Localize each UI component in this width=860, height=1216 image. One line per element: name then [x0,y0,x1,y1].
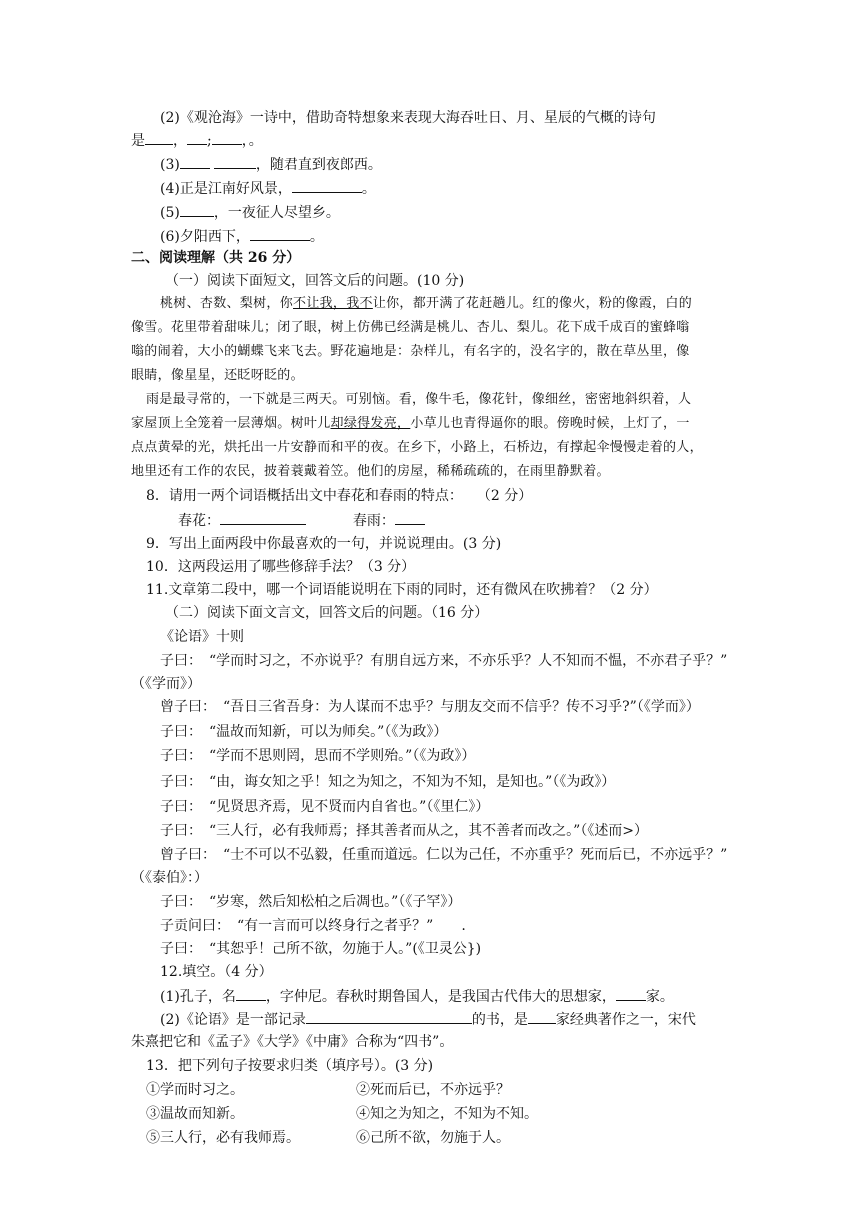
classic-quote: 子曰： “岁寒，然后知松柏之后凋也。”（《子罕》） [160,894,462,910]
classic-quote: 曾子曰： “吾日三省吾身：为人谋而不忠乎？与朋友交而不信乎？传不习乎?”（《学而》） [160,699,700,715]
passage-line [160,294,692,314]
question-12-2-cont: 朱熹把它和《孟子》《大学》《中庸》合称为“四书”。 [131,1034,454,1050]
question-8-answers [178,510,425,531]
option-5: ⑤三人行，必有我师焉。 [146,1130,300,1146]
blank-field[interactable] [528,1009,556,1024]
question-4-suffix: 。 [361,181,376,197]
blank-field[interactable] [214,154,256,169]
question-4-prefix: (4)正是江南好风景， [160,181,292,197]
question-text: 家。 [645,989,674,1005]
question-2-sep: ， [173,133,187,149]
classic-quote: 子曰： “三人行，必有我师焉；择其善者而从之，其不善者而改之。”（《述而>） [160,823,649,839]
question-text: ，字仲尼。春秋时期鲁国人，是我国古代伟大的思想家， [265,989,616,1005]
classic-quote: 子曰： “见贤思齐焉，见不贤而内自省也。”（《里仁》） [160,799,490,815]
question-10: 10．这两段运用了哪些修辞手法？（3 分） [146,559,416,575]
lunyu-title: 《论语》十则 [160,629,244,645]
blank-field[interactable] [292,178,362,193]
classic-quote: 子曰： “温故而知新，可以为师矣。”（《为政》） [160,724,448,740]
spring-rain-label: 春雨： [352,513,395,529]
classic-quote-source: （《学而》） [131,676,201,692]
section-heading: 二、阅读理解（共 26 分） [131,250,301,266]
passage-line: 像雪。花里带着甜味儿；闭了眼，树上仿佛已经满是桃儿、杏儿、梨儿。花下成千成百的蜜蜂嗡 [131,320,690,335]
question-2-line2 [131,130,263,151]
classic-quote: 子曰： “其恕乎！己所不欲，勿施于人。”(《卫灵公}) [160,941,482,957]
blank-field[interactable] [220,510,306,525]
question-6-prefix: (6)夕阳西下， [160,229,250,245]
question-2-line1: (2)《观沧海》一诗中，借助奇特想象来表现大海吞吐日、月、星辰的气概的诗句 [160,110,656,126]
part-1-title: （一）阅读下面短文，回答文后的问题。(10 分) [165,273,465,289]
question-9: 9．写出上面两段中你最喜欢的一句，并说说理由。(3 分) [146,536,502,552]
passage-line: 眼睛，像星星，还眨呀眨的。 [131,368,304,383]
blank-field[interactable] [180,202,214,217]
question-text: 的书，是 [471,1012,528,1028]
blank-field[interactable] [145,130,173,145]
classic-quote: 子曰： “学而不思则罔，思而不学则殆。”（《为政》） [160,748,476,764]
passage-text: 让你，都开满了花赶趟儿。红的像火，粉的像霞，白的 [372,296,693,311]
question-12-2 [160,1009,696,1030]
question-text: 家经典著作之一，宋代 [555,1012,696,1028]
blank-field[interactable] [250,226,310,241]
spring-flower-label: 春花： [178,513,220,529]
blank-field[interactable] [212,130,242,145]
question-text: (2)《论语》是一部记录 [160,1012,306,1028]
classic-quote-source: （《泰伯》：） [131,870,208,886]
blank-field[interactable] [395,510,425,525]
classic-quote: 子贡问曰： “有一言而可以终身行之者乎？” . [160,918,466,934]
passage-line [131,414,690,434]
question-5-prefix: (5) [160,205,180,221]
question-12: 12.填空。（4 分） [160,964,273,980]
option-2: ②死而后已，不亦远乎？ [356,1082,510,1098]
question-12-1 [160,986,674,1007]
blank-field[interactable] [180,154,210,169]
blank-field[interactable] [616,986,646,1001]
blank-field[interactable] [187,130,207,145]
question-8: 8．请用一两个词语概括出文中春花和春雨的特点： （2 分） [146,488,533,504]
option-1: ①学而时习之。 [146,1082,244,1098]
question-6-suffix: 。 [309,229,324,245]
passage-line: 点点黄晕的光，烘托出一片安静而和平的夜。在乡下，小路上，石桥边，有撑起伞慢慢走着的人， [131,440,703,455]
question-2-prefix: 是 [131,133,145,149]
question-3-prefix: (3) [160,157,180,173]
question-11: 11.文章第二段中，哪一个词语能说明在下雨的同时，还有微风在吹拂着？（2 分） [146,582,658,598]
classic-quote: 子曰： “学而时习之，不亦说乎？有朋自远方来，不亦乐乎？人不知而不愠，不亦君子乎？” [160,653,728,669]
passage-text: 小草儿也青得逼你的眼。傍晚时候，上灯了，一 [410,416,690,431]
question-5 [160,202,340,223]
question-13: 13．把下列句子按要求归类（填序号）。(3 分) [146,1058,434,1074]
question-5-suffix: ，一夜征人尽望乡。 [213,205,340,221]
question-2-sep: ; [207,133,212,149]
question-2-end: ，。 [241,133,263,149]
blank-field[interactable] [306,1009,472,1024]
question-text: (1)孔子，名 [160,989,236,1005]
question-3 [160,154,382,175]
part-2-title: （二）阅读下面文言文，回答文后的问题。（16 分） [165,605,489,621]
passage-text: 桃树、杏数、梨树，你 [160,296,294,311]
question-6 [160,226,324,247]
option-4: ④知之为知之，不知为不知。 [356,1106,538,1122]
option-6: ⑥己所不欲，勿施于人。 [356,1130,510,1146]
passage-line: 雨是最寻常的，一下就是三两天。可别恼。看，像牛毛，像花针，像细丝，密密地斜织着，人 [146,392,692,407]
passage-line: 地里还有工作的农民，披着蓑戴着笠。他们的房屋，稀稀疏疏的，在雨里静默着。 [131,464,610,479]
underlined-text: 却绿得发亮， [330,416,411,431]
question-4 [160,178,376,199]
question-3-suffix: ，随君直到夜郎西。 [255,157,382,173]
passage-line: 嗡的闹着，大小的蝴蝶飞来飞去。野花遍地是：杂样儿，有名字的，没名字的，散在草丛里，像 [131,344,690,359]
classic-quote: 子曰： “由，诲女知之乎！知之为知之，不知为不知，是知也。”（《为政》） [160,774,616,790]
blank-field[interactable] [236,986,266,1001]
classic-quote: 曾子曰： “士不可以不弘毅，任重而道远。仁以为己任，不亦重乎？死而后已，不亦远乎？” [160,847,728,863]
option-3: ③温故而知新。 [146,1106,244,1122]
underlined-text: 不让我，我不 [293,296,373,311]
passage-text: 家屋顶上全笼着一层薄烟。树叶儿 [131,416,331,431]
